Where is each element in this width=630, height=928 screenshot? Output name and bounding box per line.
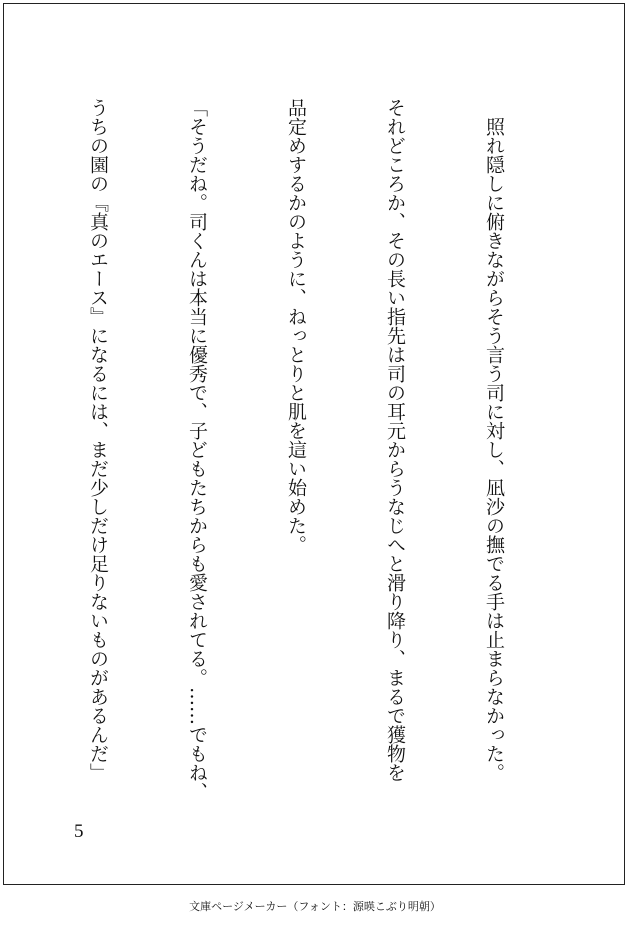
footer-caption: 文庫ページメーカー（フォント：源暎こぶり明朝） [189,900,441,913]
body-text [0,98,576,801]
text-line: 品定めするかのように、ねっとりと肌を這い始めた。 [285,98,307,554]
text-line: うちの園の『真のエース』になるには、まだ少しだけ足りないものがあるんだ」 [87,98,109,782]
page-number: 5 [74,821,84,842]
text-line: 照れ隠しに俯きながらそう言う司に対し、凪沙の撫でる手は止まらなかった。 [483,98,505,782]
text-line: それどころか、その長い指先は司の耳元からうなじへと滑り降り、まるで獲物を [384,98,406,782]
text-line: 「そうだね。司くんは本当に優秀で、子どもたちからも愛されてる。……でもね、 [186,98,208,801]
